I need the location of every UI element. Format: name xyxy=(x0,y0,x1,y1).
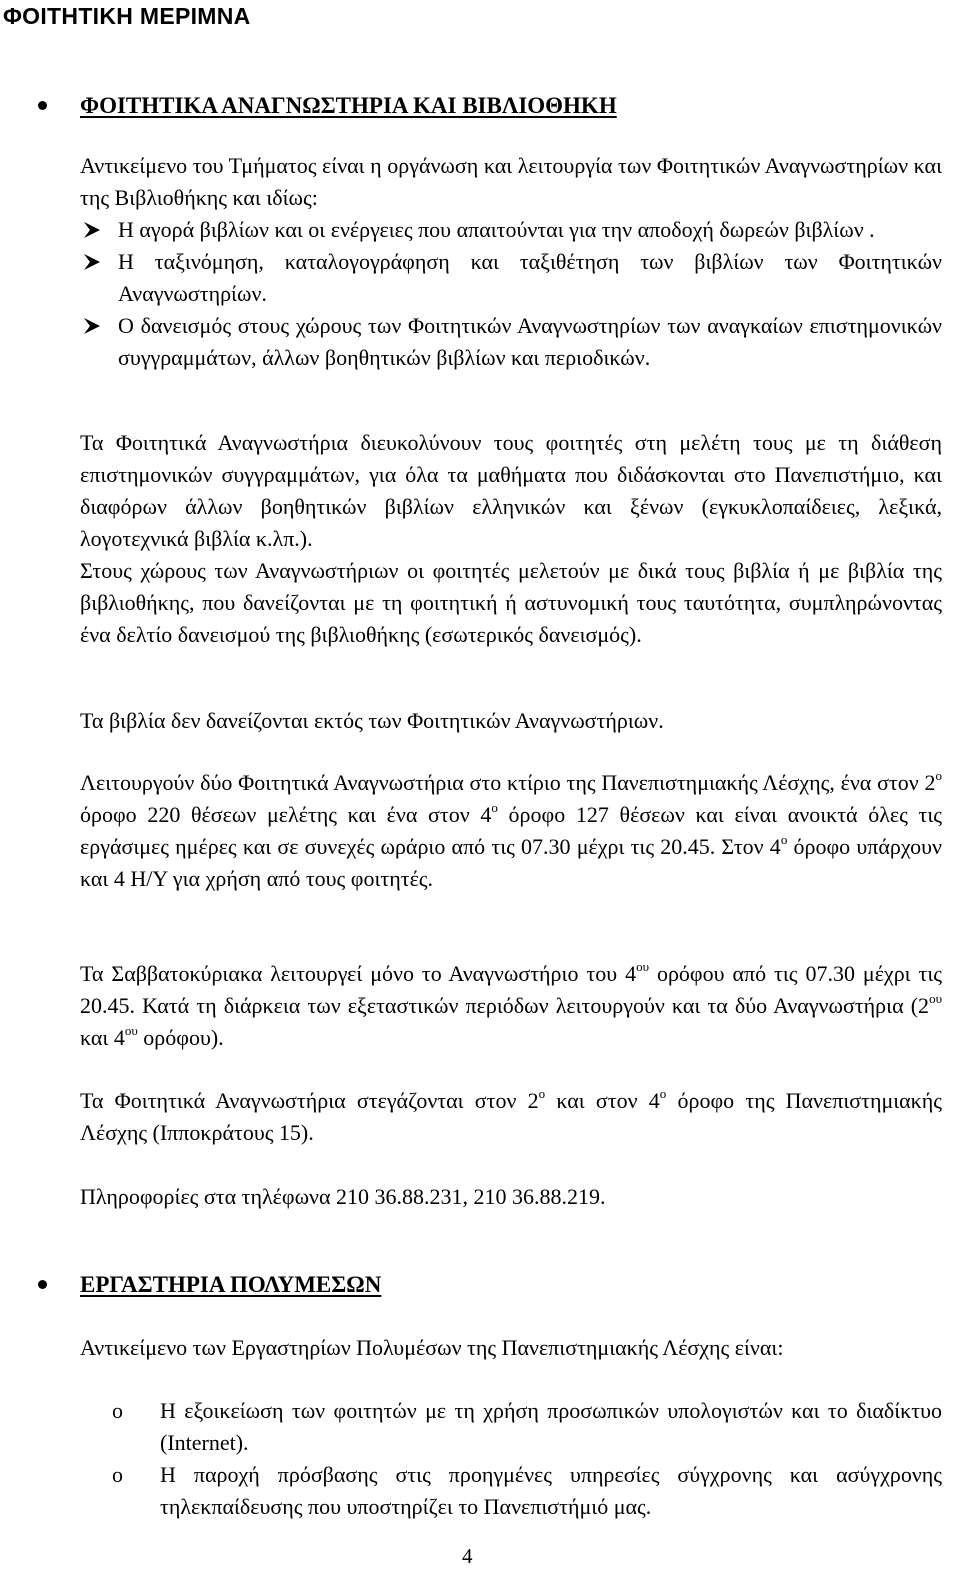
page-title: ΦΟΙΤΗΤΙΚΗ ΜΕΡΙΜΝΑ xyxy=(3,3,251,29)
section-heading-multimedia-labs: ΕΡΓΑΣΤΗΡΙΑ ΠΟΛΥΜΕΣΩΝ xyxy=(80,1272,382,1297)
weekend-hours-paragraph: Τα Σαββατοκύριακα λειτουργεί μόνο το Αναγνωστήριο του $4^{o\upsilon}$ ορόφου από τις 07.30 μέχρι τις 20.45. Κατά τη διάρκεια των εξεταστικών περιόδων λειτουργούν και τα δύο Αναγνωστήρια ($2^{o\upsilon}$ και $4^{o\upsilon}$ ορόφου). xyxy=(80,958,943,1050)
location-paragraph: Τα Φοιτητικά Αναγνωστήρια στεγάζονται στον $2^o$ και στον $4^o$ όροφο της Πανεπιστημιακής Λέσχης (Ιπποκράτους 15). xyxy=(80,1085,942,1145)
multimedia-list xyxy=(80,1395,942,1523)
reading-rooms-description-block xyxy=(80,427,942,651)
section-heading-reading-rooms: ΦΟΙΤΗΤΙΚΑ ΑΝΑΓΝΩΣΤΗΡΙΑ ΚΑΙ ΒΙΒΛΙΟΘΗΚΗ xyxy=(80,93,617,118)
paragraph: Στους χώρους των Αναγνωστήριων οι φοιτητές μελετούν με δικά τους βιβλία ή με βιβλία της βιβλιοθήκης, που δανείζονται με τη φοιτητική ή αστυνομική τους ταυτότητα, συμπληρώνοντας ένα δελτίο δανεισμού της βιβλιοθήκης (εσωτερικός δανεισμός). xyxy=(80,558,942,647)
page-number: 4 xyxy=(462,1544,473,1568)
multimedia-intro-paragraph: Αντικείμενο των Εργαστηρίων Πολυμέσων της Πανεπιστημιακής Λέσχης είναι: xyxy=(80,1335,784,1360)
list-item: Ο δανεισμός στους χώρους των Φοιτητικών Αναγνωστηρίων των αναγκαίων επιστημονικών συγγραμμάτων, άλλων βοηθητικών βιβλίων και περιοδικών. xyxy=(80,310,942,374)
intro-paragraph: Αντικείμενο του Τμήματος είναι η οργάνωση και λειτουργία των Φοιτητικών Αναγνωστηρίων και της Βιβλιοθήκης και ιδίως: xyxy=(80,153,942,210)
bullet-icon xyxy=(38,101,47,110)
paragraph: Τα Φοιτητικά Αναγνωστήρια διευκολύνουν τους φοιτητές στη μελέτη τους με τη διάθεση επιστημονικών συγγραμμάτων, για όλα τα μαθήματα που διδάσκονται στο Πανεπιστήμιο, και διαφόρων άλλων βοηθητικών βιβλίων ελληνικών και ξένων (εγκυκλοπαίδειες, λεξικά, λογοτεχνικά βιβλία κ.λπ.). xyxy=(80,430,942,551)
list-item: o Η εξοικείωση των φοιτητών με τη χρήση προσωπικών υπολογιστών και το διαδίκτυο (Internet). xyxy=(0,1395,942,1459)
opening-hours-paragraph: Λειτουργούν δύο Φοιτητικά Αναγνωστήρια στο κτίριο της Πανεπιστημιακής Λέσχης, ένα στον $2^o$ όροφο 220 θέσεων μελέτης και ένα στον $4^o$ όροφο 127 θέσεων και είναι ανοικτά όλες τις εργάσιμες ημέρες και σε συνεχές ωράριο από τις 07.30 μέχρι τις 20.45. Στον $4^o$ όροφο υπάρχουν και 4 Η/Υ για χρήση από τους φοιτητές. xyxy=(80,767,943,891)
circle-bullet-icon: o xyxy=(112,1462,123,1487)
arrow-bullet-icon xyxy=(82,253,102,271)
phone-info-paragraph: Πληροφορίες στα τηλέφωνα 210 36.88.231, 210 36.88.219. xyxy=(80,1184,606,1209)
circle-bullet-icon: o xyxy=(112,1398,123,1423)
list-item: Η ταξινόμηση, καταλογογράφηση και ταξιθέτηση των βιβλίων των Φοιτητικών Αναγνωστηρίων. xyxy=(80,246,942,310)
arrow-bullet-icon xyxy=(82,221,102,239)
reading-rooms-intro-block xyxy=(80,150,942,374)
bullet-icon xyxy=(38,1280,47,1289)
paragraph: Τα βιβλία δεν δανείζονται εκτός των Φοιτητικών Αναγνωστήριων. xyxy=(80,708,664,733)
list-item: o Η παροχή πρόσβασης στις προηγμένες υπηρεσίες σύγχρονης και ασύγχρονης τηλεκπαίδευσης που υποστηρίζει το Πανεπιστήμιό μας. xyxy=(0,1459,942,1523)
arrow-bullet-icon xyxy=(82,317,102,335)
list-item: Η αγορά βιβλίων και οι ενέργειες που απαιτούνται για την αποδοχή δωρεών βιβλίων . xyxy=(80,214,942,246)
